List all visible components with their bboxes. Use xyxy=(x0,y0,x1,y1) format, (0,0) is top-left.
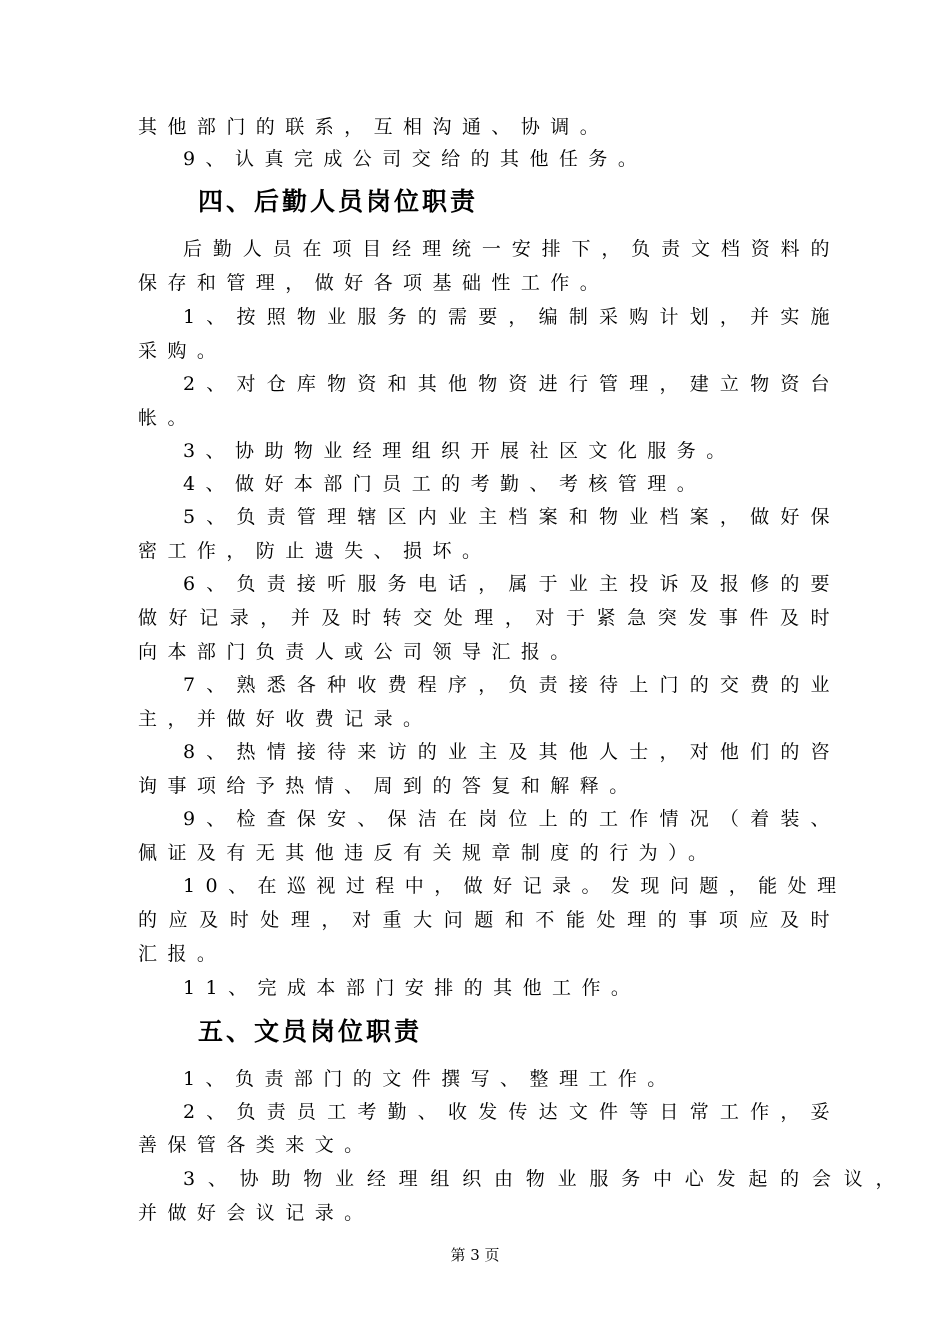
list-item-line: 2、对仓库物资和其他物资进行管理，建立物资台 xyxy=(183,373,840,395)
list-item-line: 善保管各类来文。 xyxy=(138,1134,374,1156)
list-item-line: 并做好会议记录。 xyxy=(138,1202,374,1224)
paragraph-line: 后勤人员在项目经理统一安排下，负责文档资料的 xyxy=(183,238,840,260)
list-item-line: 11、完成本部门安排的其他工作。 xyxy=(183,977,641,999)
list-item-line: 4、做好本部门员工的考勤、考核管理。 xyxy=(183,473,707,495)
list-item-line: 汇报。 xyxy=(138,943,227,965)
list-item-line: 6、负责接听服务电话，属于业主投诉及报修的要 xyxy=(183,573,840,595)
paragraph-line: 其他部门的联系，互相沟通、协调。 xyxy=(138,116,610,138)
list-item-line: 10、在巡视过程中，做好记录。发现问题，能处理 xyxy=(183,875,847,897)
list-item-line: 密工作，防止遗失、损坏。 xyxy=(138,540,492,562)
list-item-line: 1、负责部门的文件撰写、整理工作。 xyxy=(183,1068,677,1090)
list-item-line: 3、协助物业经理组织开展社区文化服务。 xyxy=(183,440,736,462)
list-item-line: 的应及时处理，对重大问题和不能处理的事项应及时 xyxy=(138,909,840,931)
list-item-line: 5、负责管理辖区内业主档案和物业档案，做好保 xyxy=(183,506,840,528)
section-heading: 五、文员岗位职责 xyxy=(198,1017,423,1046)
section-heading: 四、后勤人员岗位职责 xyxy=(198,187,479,216)
list-item-line: 帐。 xyxy=(138,407,197,429)
list-item-line: 询事项给予热情、周到的答复和解释。 xyxy=(138,775,639,797)
list-item-line: 向本部门负责人或公司领导汇报。 xyxy=(138,641,580,663)
list-item-line: 9、检查保安、保洁在岗位上的工作情况（着装、 xyxy=(183,808,840,830)
list-item-line: 主，并做好收费记录。 xyxy=(138,708,433,730)
paragraph-line: 9、认真完成公司交给的其他任务。 xyxy=(183,148,648,170)
list-item-line: 佩证及有无其他违反有关规章制度的行为）。 xyxy=(138,842,718,864)
page-number: 第 3 页 xyxy=(450,1246,500,1264)
list-item-line: 做好记录，并及时转交处理，对于紧急突发事件及时 xyxy=(138,607,840,629)
list-item-line: 8、热情接待来访的业主及其他人士，对他们的咨 xyxy=(183,741,840,763)
list-item-line: 2、负责员工考勤、收发传达文件等日常工作，妥 xyxy=(183,1101,840,1123)
list-item-line: 采购。 xyxy=(138,340,227,362)
paragraph-line: 保存和管理，做好各项基础性工作。 xyxy=(138,272,610,294)
list-item-line: 1、按照物业服务的需要，编制采购计划，并实施 xyxy=(183,306,840,328)
list-item-line: 3、协助物业经理组织由物业服务中心发起的会议， xyxy=(183,1168,905,1190)
list-item-line: 7、熟悉各种收费程序，负责接待上门的交费的业 xyxy=(183,674,840,696)
